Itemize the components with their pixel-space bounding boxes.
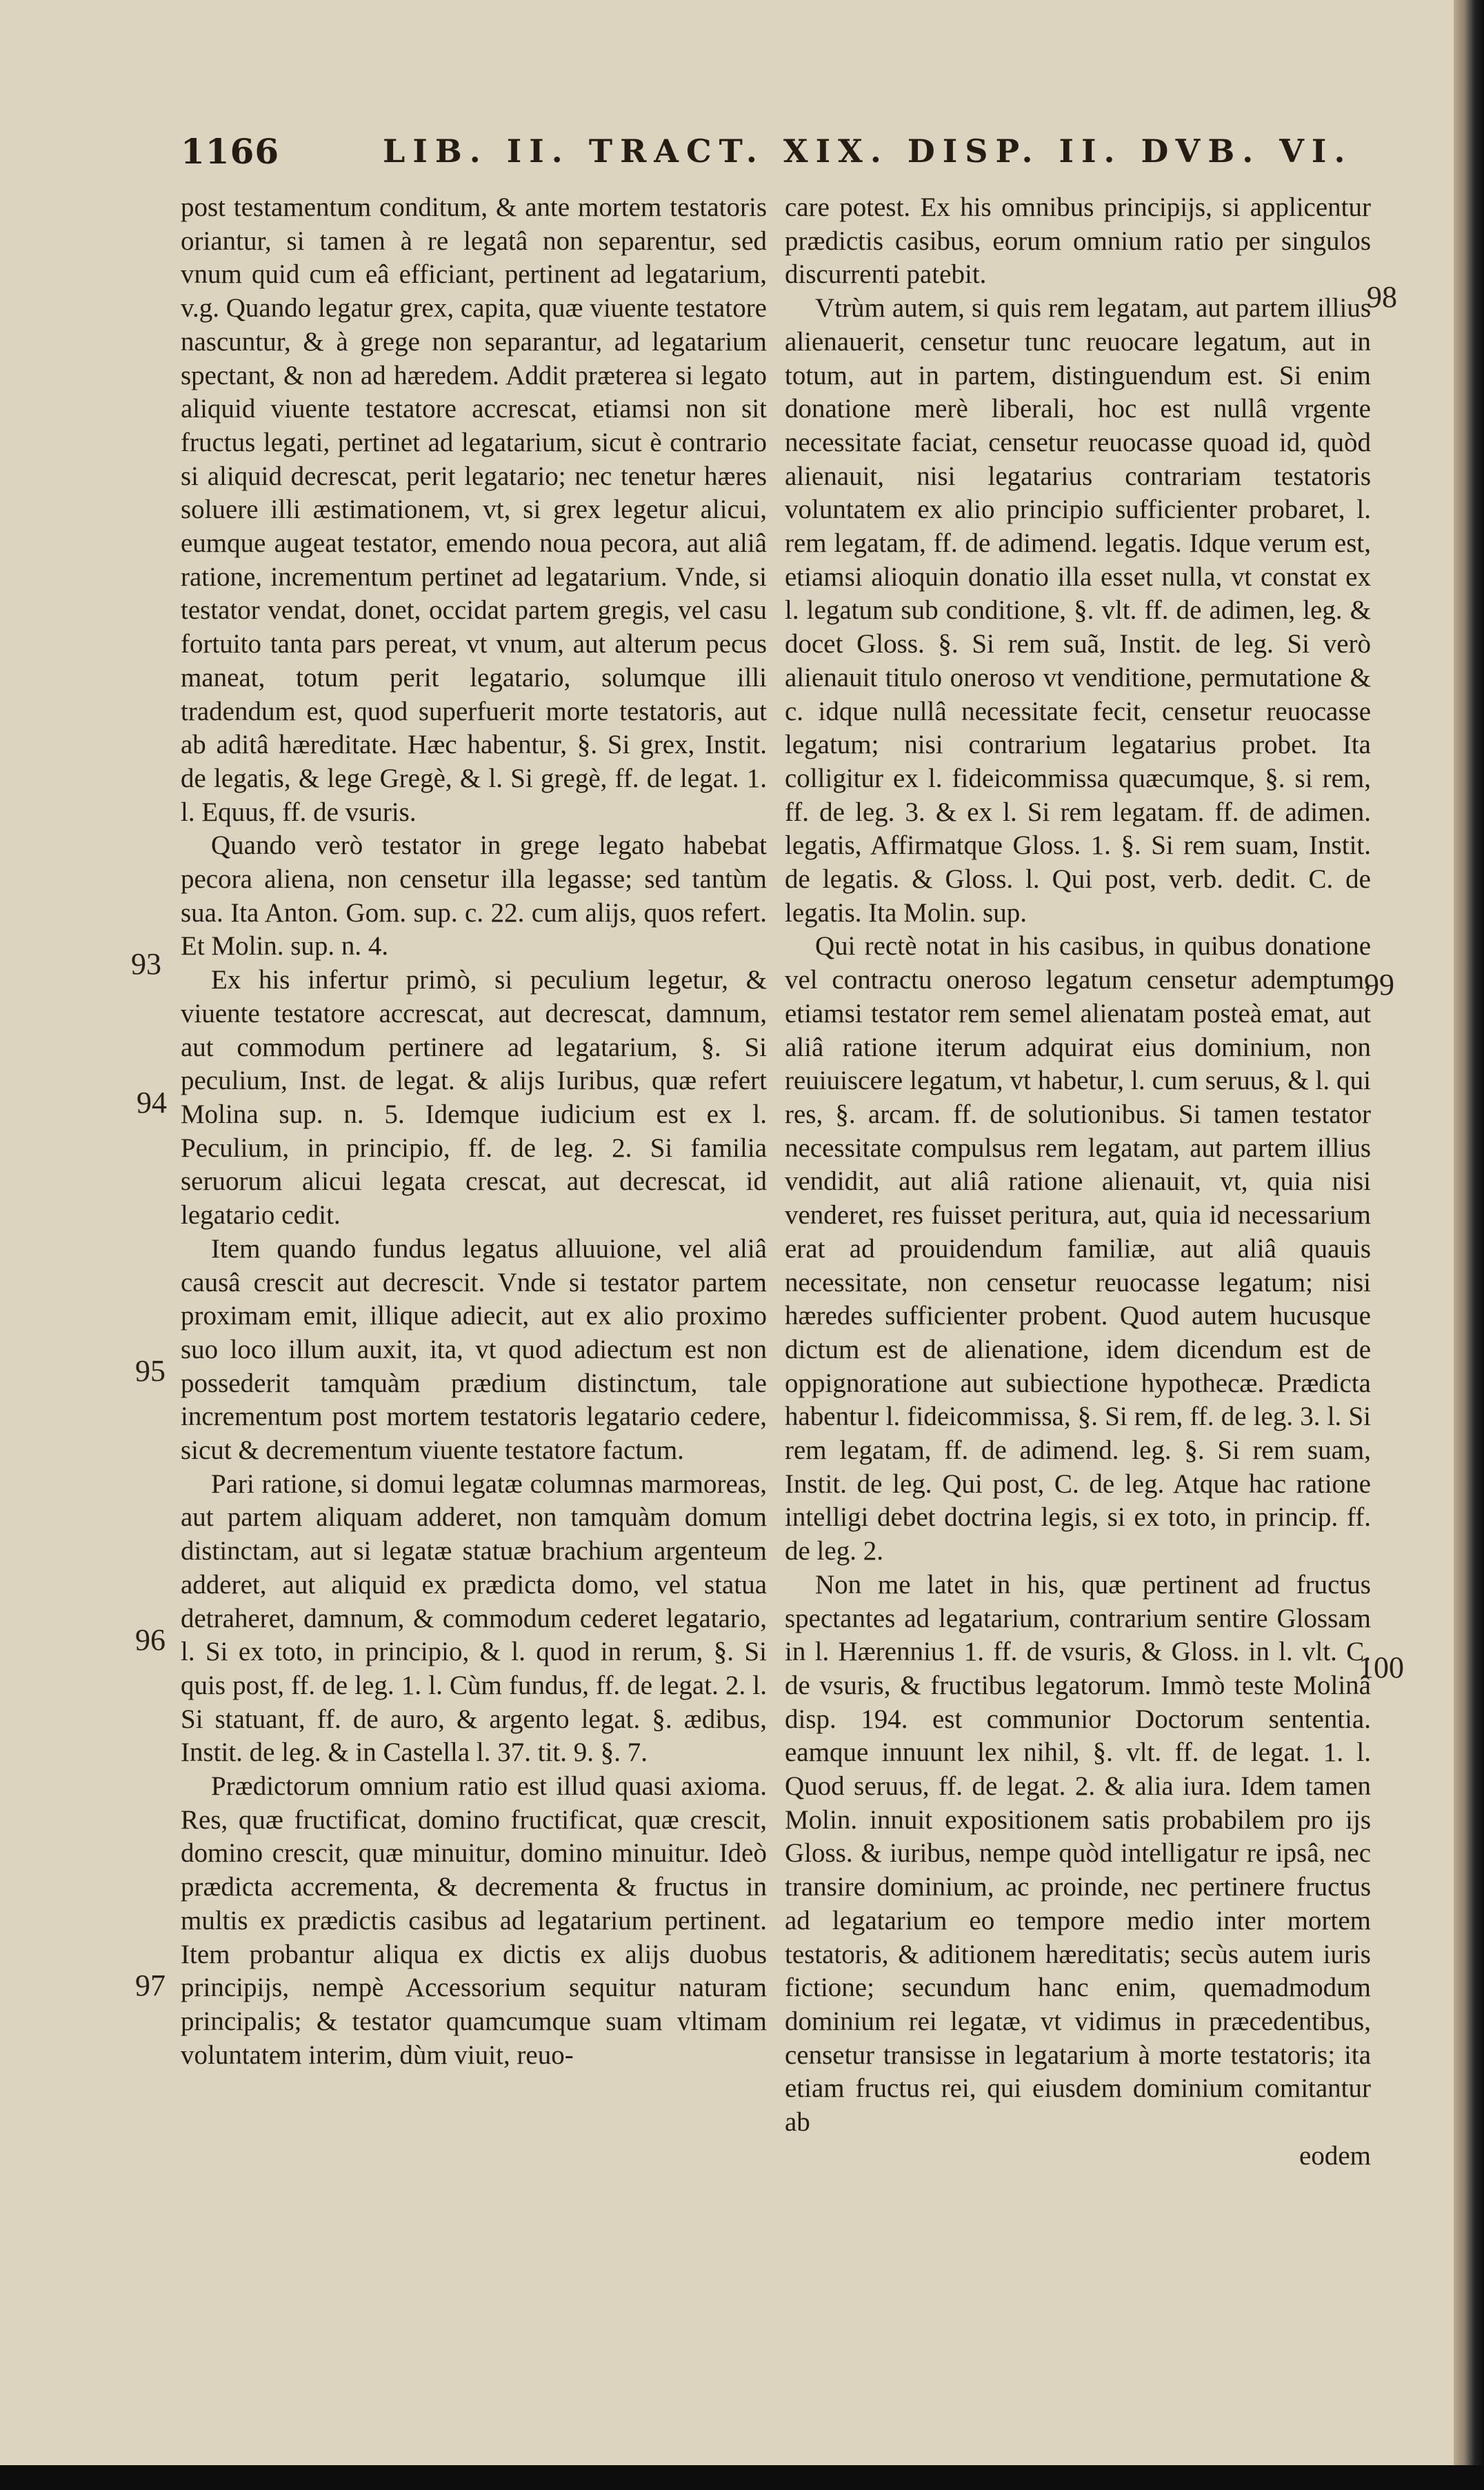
paragraph: Qui rectè notat in his casibus, in quibus donatione vel contractu oneroso legatum censetur ademptum, etiamsi testator rem semel alienatam posteà emat, aut aliâ ratione iterum adquirat eius dominium, non reuiuiscere legatum, vt habetur, l. cum seruus, & l. qui res, §. arcam. ff. de solutionibus. Si tamen testator necessitate compulsus rem legatam, aut partem illius vendidit, aut aliâ ratione alienauit, vt, quia nisi venderet, res fuisset peritura, aut, quia id necessarium erat ad prouidendum familiæ, aut aliâ quauis necessitate, non censetur reuocasse legatum; nisi hæredes sufficienter probent. Quod autem hucusque dictum est de alienatione, idem dicendum est de oppignoratione aut subiectione hypothecæ. Prædicta habentur l. fideicommissa, §. Si rem, ff. de leg. 3. l. Si rem legatam, ff. de adimend. leg. §. Si rem suam, Instit. de leg. Qui post, C. de leg. Atque hac ratione intelligi debet doctrina legis, si ex toto, in princip. ff. de leg. 2. [785,931,1371,1566]
margin-number: 98 [1367,280,1397,314]
running-head: LIB. II. TRACT. XIX. DISP. II. DVB. VI. [383,132,1353,170]
paragraph: Non me latet in his, quæ pertinent ad fructus spectantes ad legatarium, contrarium sentire Glossam in l. Hærennius 1. ff. de vsuris, & Gloss. in l. vlt. C. de vsuris, & fructibus legatorum. Immò teste Molinâ disp. 194. est communior Doctorum sententia. eamque innuunt lex nihil, §. vlt. ff. de legat. 1. l. Quod seruus, ff. de legat. 2. & alia iura. Idem tamen Molin. innuit expositionem satis probabilem pro ijs Gloss. & iuribus, nempe quòd intelligatur re ipsâ, nec transire dominium, ac proinde, nec pertinere fructus ad legatarium eo tempore medio inter mortem testatoris, & aditionem hæreditatis; secùs autem iuris fictione; secundum hanc enim, quemadmodum dominium rei legatæ, vt vidimus in præcedentibus, censetur transisse in legatarium à morte testatoris; ita etiam fructus rei, qui eiusdem dominium comitantur ab [785,1569,1371,2138]
margin-number: 96 [135,1623,166,1657]
paragraph: Prædictorum omnium ratio est illud quasi axioma. Res, quæ fructificat, domino fructificat, quæ crescit, domino crescit, quæ minuitur, domino minuitur. Ideò prædicta accrementa, & decrementa & fructus in multis ex prædictis casibus ad legatarium pertinent. Item probantur aliqua ex dictis ex alijs duobus principijs, nempè Accessorium sequitur naturam principalis; & testator quamcumque suam vltimam voluntatem interim, dùm viuit, reuo- [181,1771,767,2070]
page-edge [1454,0,1484,2490]
paragraph: Vtrùm autem, si quis rem legatam, aut partem illius alienauerit, censetur tunc reuocare legatum, aut in totum, aut in partem, distinguendum est. Si enim donatione merè liberali, hoc est nullâ vrgente necessitate faciat, censetur reuocasse quoad id, quòd alienauit, nisi legatarius contrariam testatoris voluntatem ex alio principio sufficienter probaret, l. rem legatam, ff. de adimend. legatis. Idque verum est, etiamsi alioquin donatio illa esset nulla, vt constat ex l. legatum sub conditione, §. vlt. ff. de adimen, leg. & docet Gloss. §. Si rem suã, Instit. de leg. Si verò alienauit titulo oneroso vt venditione, permutatione & c. idque nullâ necessitate fecit, censetur reuocasse legatum; nisi contrarium legatarius probet. Ita colligitur ex l. fideicommissa quæcumque, §. si rem, ff. de leg. 3. & ex l. Si rem legatam. ff. de adimen. legatis, Affirmatque Gloss. 1. §. Si rem suam, Instit. de legatis. & Gloss. l. Qui post, verb. dedit. C. de legatis. Ita Molin. sup. [785,293,1371,928]
paragraph: Ex his infertur primò, si peculium legetur, & viuente testatore accrescat, aut decrescat, damnum, aut commodum pertinere ad legatarium, §. Si peculium, Inst. de legat. & alijs Iuribus, quæ refert Molina sup. n. 5. Idemque iudicium est ex l. Peculium, in principio, ff. de leg. 2. Si familia seruorum alicui legata crescat, aut decrescat, id legatario cedit. [181,965,767,1231]
paragraph: care potest. Ex his omnibus principijs, si applicentur prædictis casibus, eorum omnium ratio per singulos discurrenti patebit. [785,192,1371,290]
page-number: 1166 [181,131,280,172]
left-column [181,191,767,2072]
right-column [785,191,1371,2173]
paragraph: post testamentum conditum, & ante mortem testatoris oriantur, si tamen à re legatâ non separentur, sed vnum quid cum eâ efficiant, pertinent ad legatarium, v.g. Quando legatur grex, capita, quæ viuente testatore nascuntur, & à grege non separantur, ad legatarium spectant, & non ad hæredem. Addit præterea si legato aliquid viuente testatore accrescat, etiamsi non sit fructus legati, pertinet ad legatarium, sicut è contrario si aliquid decrescat, perit legatario; nec tenetur hæres soluere illi æstimationem, vt, si grex legetur alicui, eumque augeat testator, emendo noua pecora, aut aliâ ratione, incrementum pertinet ad legatarium. Vnde, si testator vendat, donet, occidat partem gregis, vel casu fortuito tanta pars pereat, vt vnum, aut alterum pecus maneat, totum perit legatario, solumque illi tradendum est, quod superfuerit morte testatoris, aut ab aditâ hæreditate. Hæc habentur, §. Si grex, Instit. de legatis, & lege Gregè, & l. Si gregè, ff. de legat. 1. l. Equus, ff. de vsuris. [181,192,767,827]
paragraph: Quando verò testator in grege legato habebat pecora aliena, non censetur illa legasse; sed tantùm sua. Ita Anton. Gom. sup. c. 22. cum alijs, quos refert. Et Molin. sup. n. 4. [181,830,767,962]
margin-number: 97 [135,1969,166,2002]
margin-number: 99 [1364,968,1394,1002]
margin-number: 94 [137,1086,167,1119]
scan-border [0,2465,1484,2490]
paragraph: Item quando fundus legatus alluuione, vel aliâ causâ crescit aut decrescit. Vnde si testator partem proximam emit, illique adiecit, aut ex alio proximo suo loco illum auxit, ita, vt quod adiectum est non possederit tamquàm prædium distinctum, tale incrementum post mortem testatoris legatario cedere, sicut & decrementum viuente testatore factum. [181,1233,767,1466]
margin-number: 100 [1358,1651,1404,1684]
page-header [0,131,1454,179]
paragraph: Pari ratione, si domui legatæ columnas marmoreas, aut partem aliquam adderet, non tamquàm domum distinctam, aut si legatæ statuæ brachium argenteum adderet, aut aliquid ex prædicta domo, vel statua detraheret, damnum, & commodum cederet legatario, l. Si ex toto, in principio, & l. quod in rerum, §. Si quis post, ff. de leg. 1. l. Cùm fundus, ff. de legat. 2. l. Si statuant, ff. de auro, & argento legat. §. ædibus, Instit. de leg. & in Castella l. 37. tit. 9. §. 7. [181,1468,767,1768]
margin-number: 93 [131,947,161,981]
margin-number: 95 [135,1354,166,1388]
catchword: eodem [1299,2140,1371,2171]
